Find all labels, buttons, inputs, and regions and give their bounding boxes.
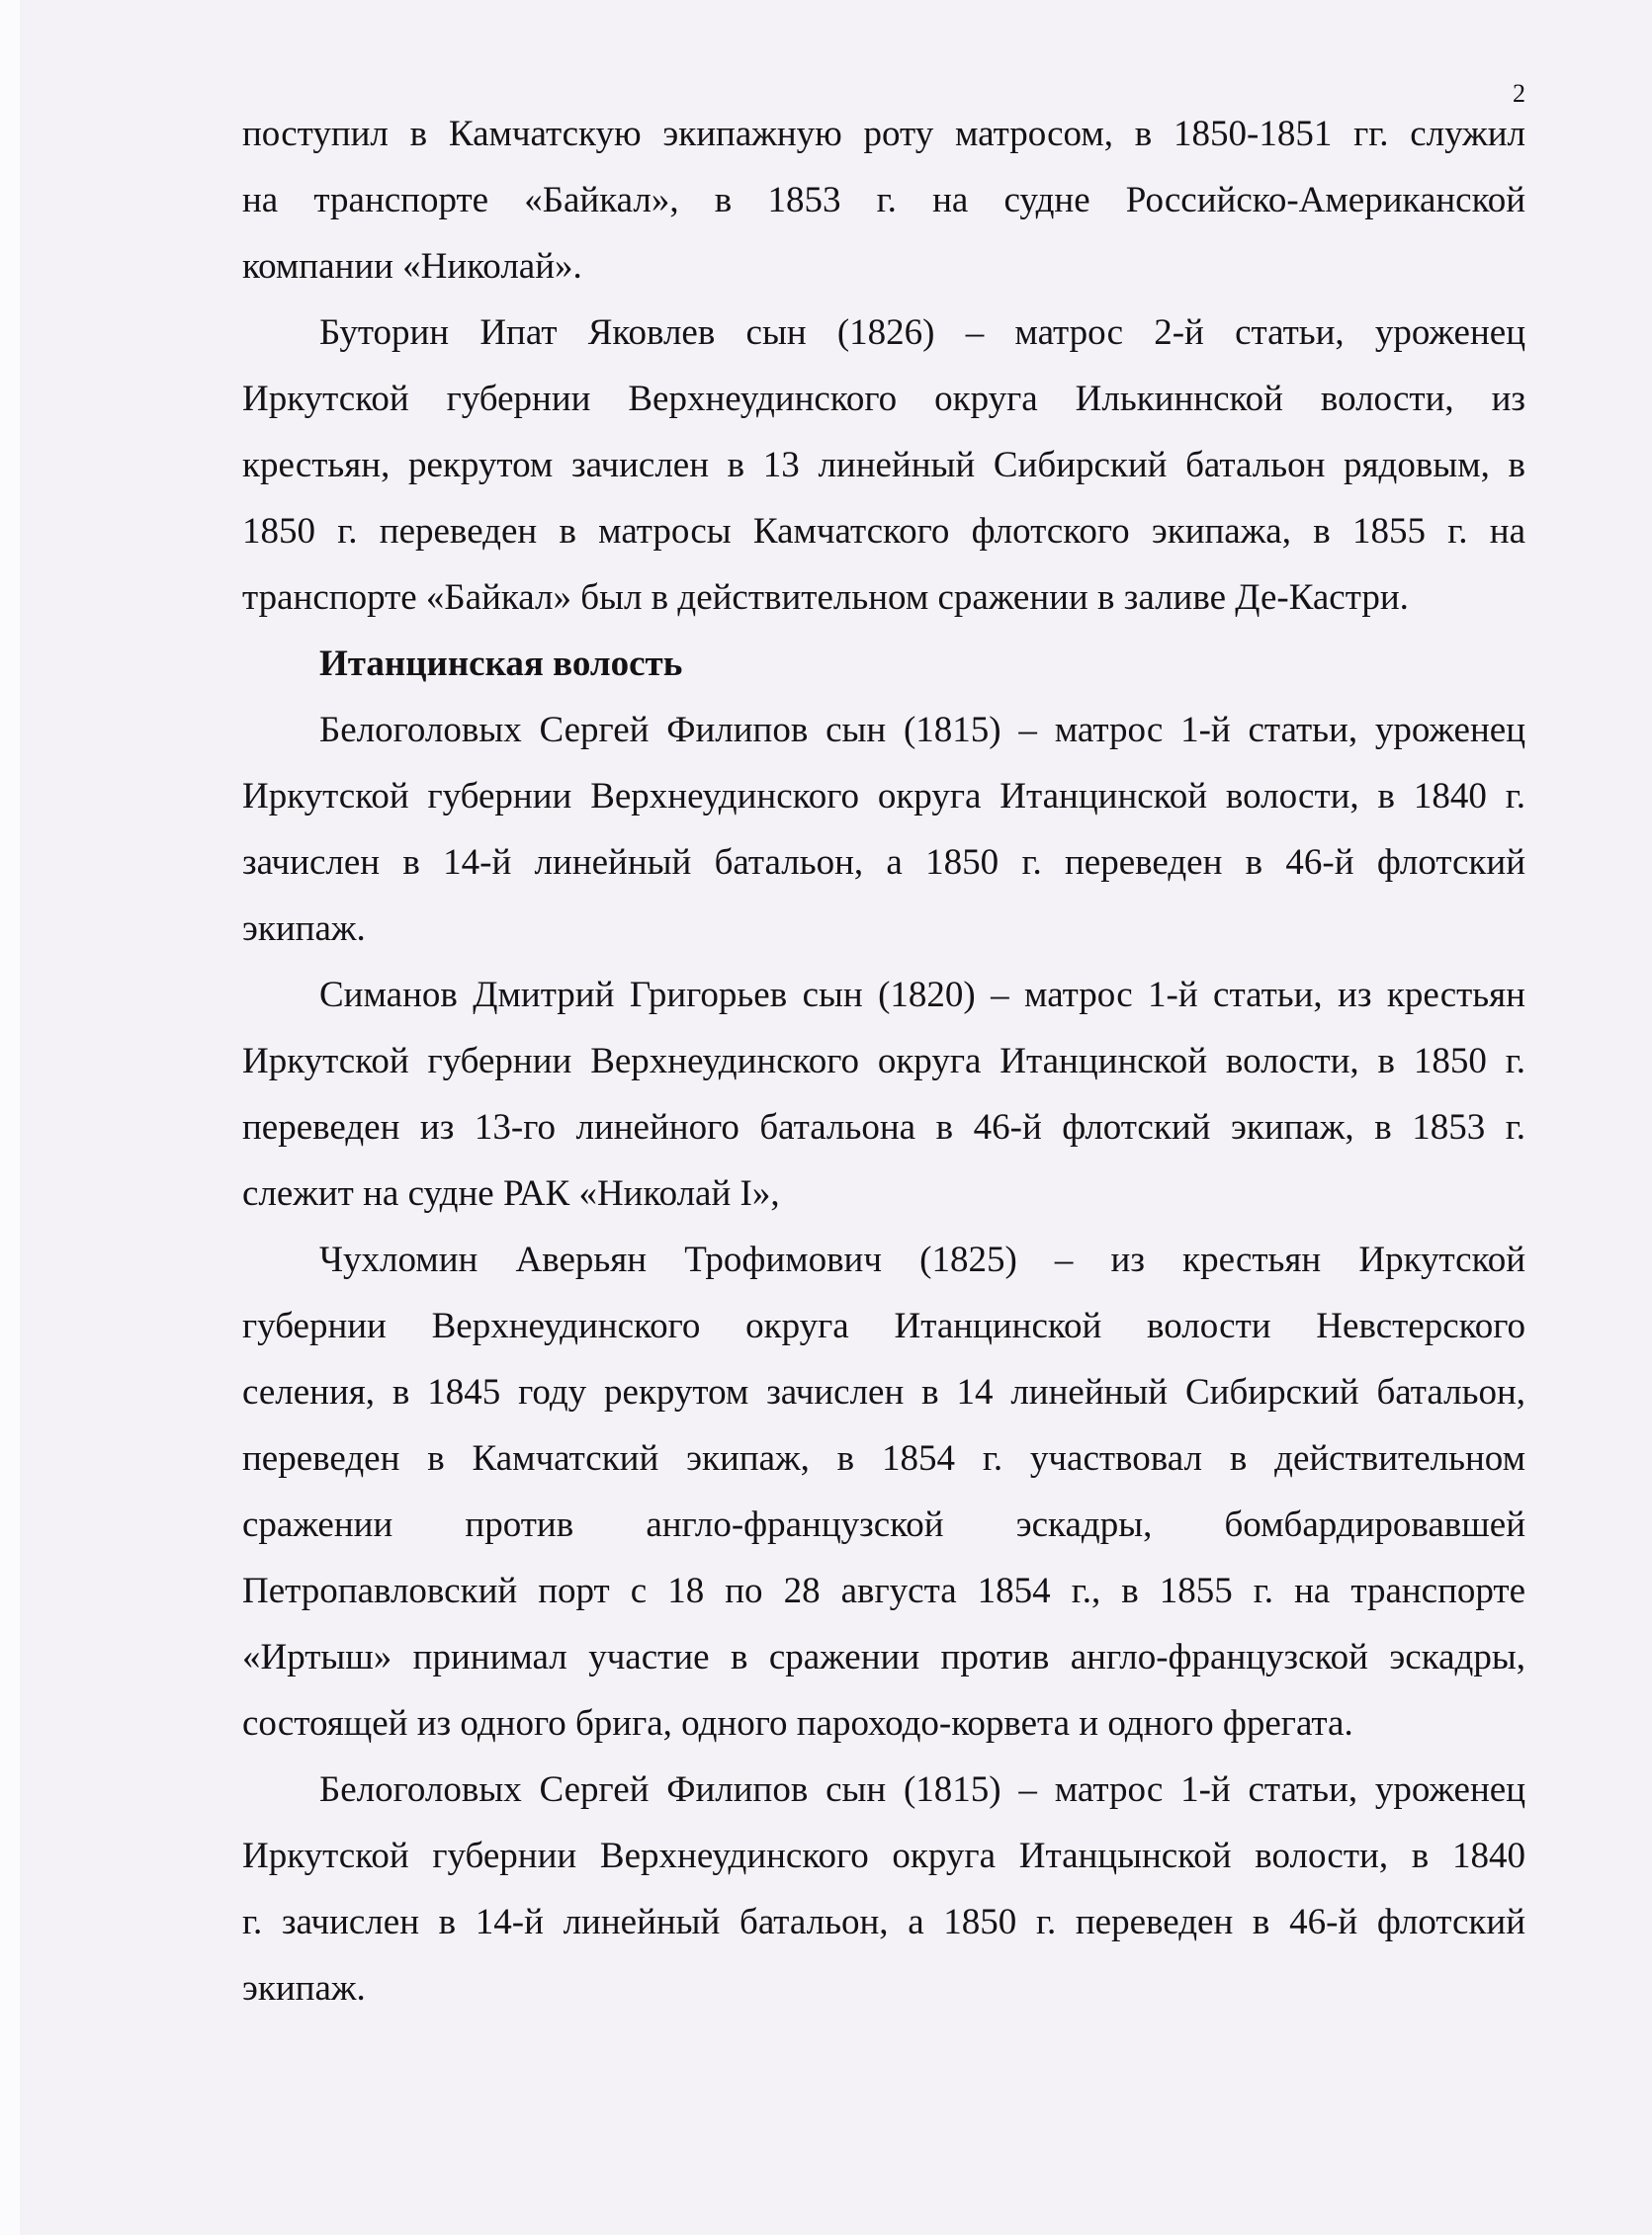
text-line: транспорте «Байкал» был в действительном сражении в заливе Де-Кастри. bbox=[242, 577, 1409, 618]
text-line: Иркутской губернии Верхнеудинского округа Итанцинской волости, в 1840 г. bbox=[242, 776, 1525, 817]
text-line: экипаж. bbox=[242, 908, 366, 949]
text-line: Иркутской губернии Верхнеудинского округа Итанцинской волости, в 1850 г. bbox=[242, 1041, 1525, 1081]
paragraph-continuation bbox=[242, 101, 1525, 300]
text-line: сражении против англо-французской эскадры, бомбардировавшей bbox=[242, 1504, 1525, 1545]
scan-edge-strip bbox=[0, 0, 20, 2235]
text-line: компании «Николай». bbox=[242, 246, 582, 287]
text-line: Иркутской губернии Верхнеудинского округа Илькиннской волости, из bbox=[242, 379, 1525, 419]
text-line: губернии Верхнеудинского округа Итанцинской волости Невстерского bbox=[242, 1306, 1525, 1346]
text-line: крестьян, рекрутом зачислен в 13 линейный Сибирский батальон рядовым, в bbox=[242, 445, 1525, 485]
text-line: «Иртыш» принимал участие в сражении против англо-французской эскадры, bbox=[242, 1637, 1525, 1677]
text-line: зачислен в 14-й линейный батальон, а 1850 г. переведен в 46-й флотский bbox=[242, 842, 1525, 883]
text-line: Чухломин Аверьян Трофимович (1825) – из крестьян Иркутской bbox=[319, 1240, 1525, 1280]
text-line: экипаж. bbox=[242, 1968, 366, 2009]
text-line: г. зачислен в 14-й линейный батальон, а 1850 г. переведен в 46-й флотский bbox=[242, 1902, 1525, 1942]
text-line: Петропавловский порт с 18 по 28 августа 1854 г., в 1855 г. на транспорте bbox=[242, 1571, 1525, 1611]
text-line: Симанов Дмитрий Григорьев сын (1820) – матрос 1-й статьи, из крестьян bbox=[319, 975, 1525, 1015]
text-line: состоящей из одного брига, одного пароходо-корвета и одного фрегата. bbox=[242, 1703, 1353, 1744]
paragraph-entry-chukhlomin bbox=[242, 1227, 1525, 1757]
text-line: на транспорте «Байкал», в 1853 г. на судне Российско-Американской bbox=[242, 180, 1525, 220]
text-line: переведен из 13-го линейного батальона в 46-й флотский экипаж, в 1853 г. bbox=[242, 1107, 1525, 1148]
text-line: Белоголовых Сергей Филипов сын (1815) – матрос 1-й статьи, уроженец bbox=[319, 710, 1525, 750]
text-line: слежит на судне РАК «Николай I», bbox=[242, 1173, 780, 1214]
section-heading-text: Итанцинская волость bbox=[319, 644, 683, 684]
section-heading bbox=[242, 631, 1525, 697]
paragraph-entry-simanov bbox=[242, 962, 1525, 1227]
text-line: Иркутской губернии Верхнеудинского округа Итанцынской волости, в 1840 bbox=[242, 1836, 1525, 1876]
text-line: 1850 г. переведен в матросы Камчатского флотского экипажа, в 1855 г. на bbox=[242, 511, 1525, 552]
page-number: 2 bbox=[1513, 79, 1525, 108]
text-line: Белоголовых Сергей Филипов сын (1815) – матрос 1-й статьи, уроженец bbox=[319, 1769, 1525, 1810]
paragraph-entry-butorin bbox=[242, 300, 1525, 631]
paragraph-entry-belogolovykh bbox=[242, 697, 1525, 962]
document-body bbox=[242, 101, 1525, 2021]
paragraph-entry-belogolovykh-repeat bbox=[242, 1757, 1525, 2021]
text-line: поступил в Камчатскую экипажную роту матросом, в 1850-1851 гг. служил bbox=[242, 114, 1525, 154]
text-line: переведен в Камчатский экипаж, в 1854 г. участвовал в действительном bbox=[242, 1438, 1525, 1479]
text-line: Буторин Ипат Яковлев сын (1826) – матрос 2-й статьи, уроженец bbox=[319, 312, 1525, 353]
text-line: селения, в 1845 году рекрутом зачислен в 14 линейный Сибирский батальон, bbox=[242, 1372, 1525, 1413]
